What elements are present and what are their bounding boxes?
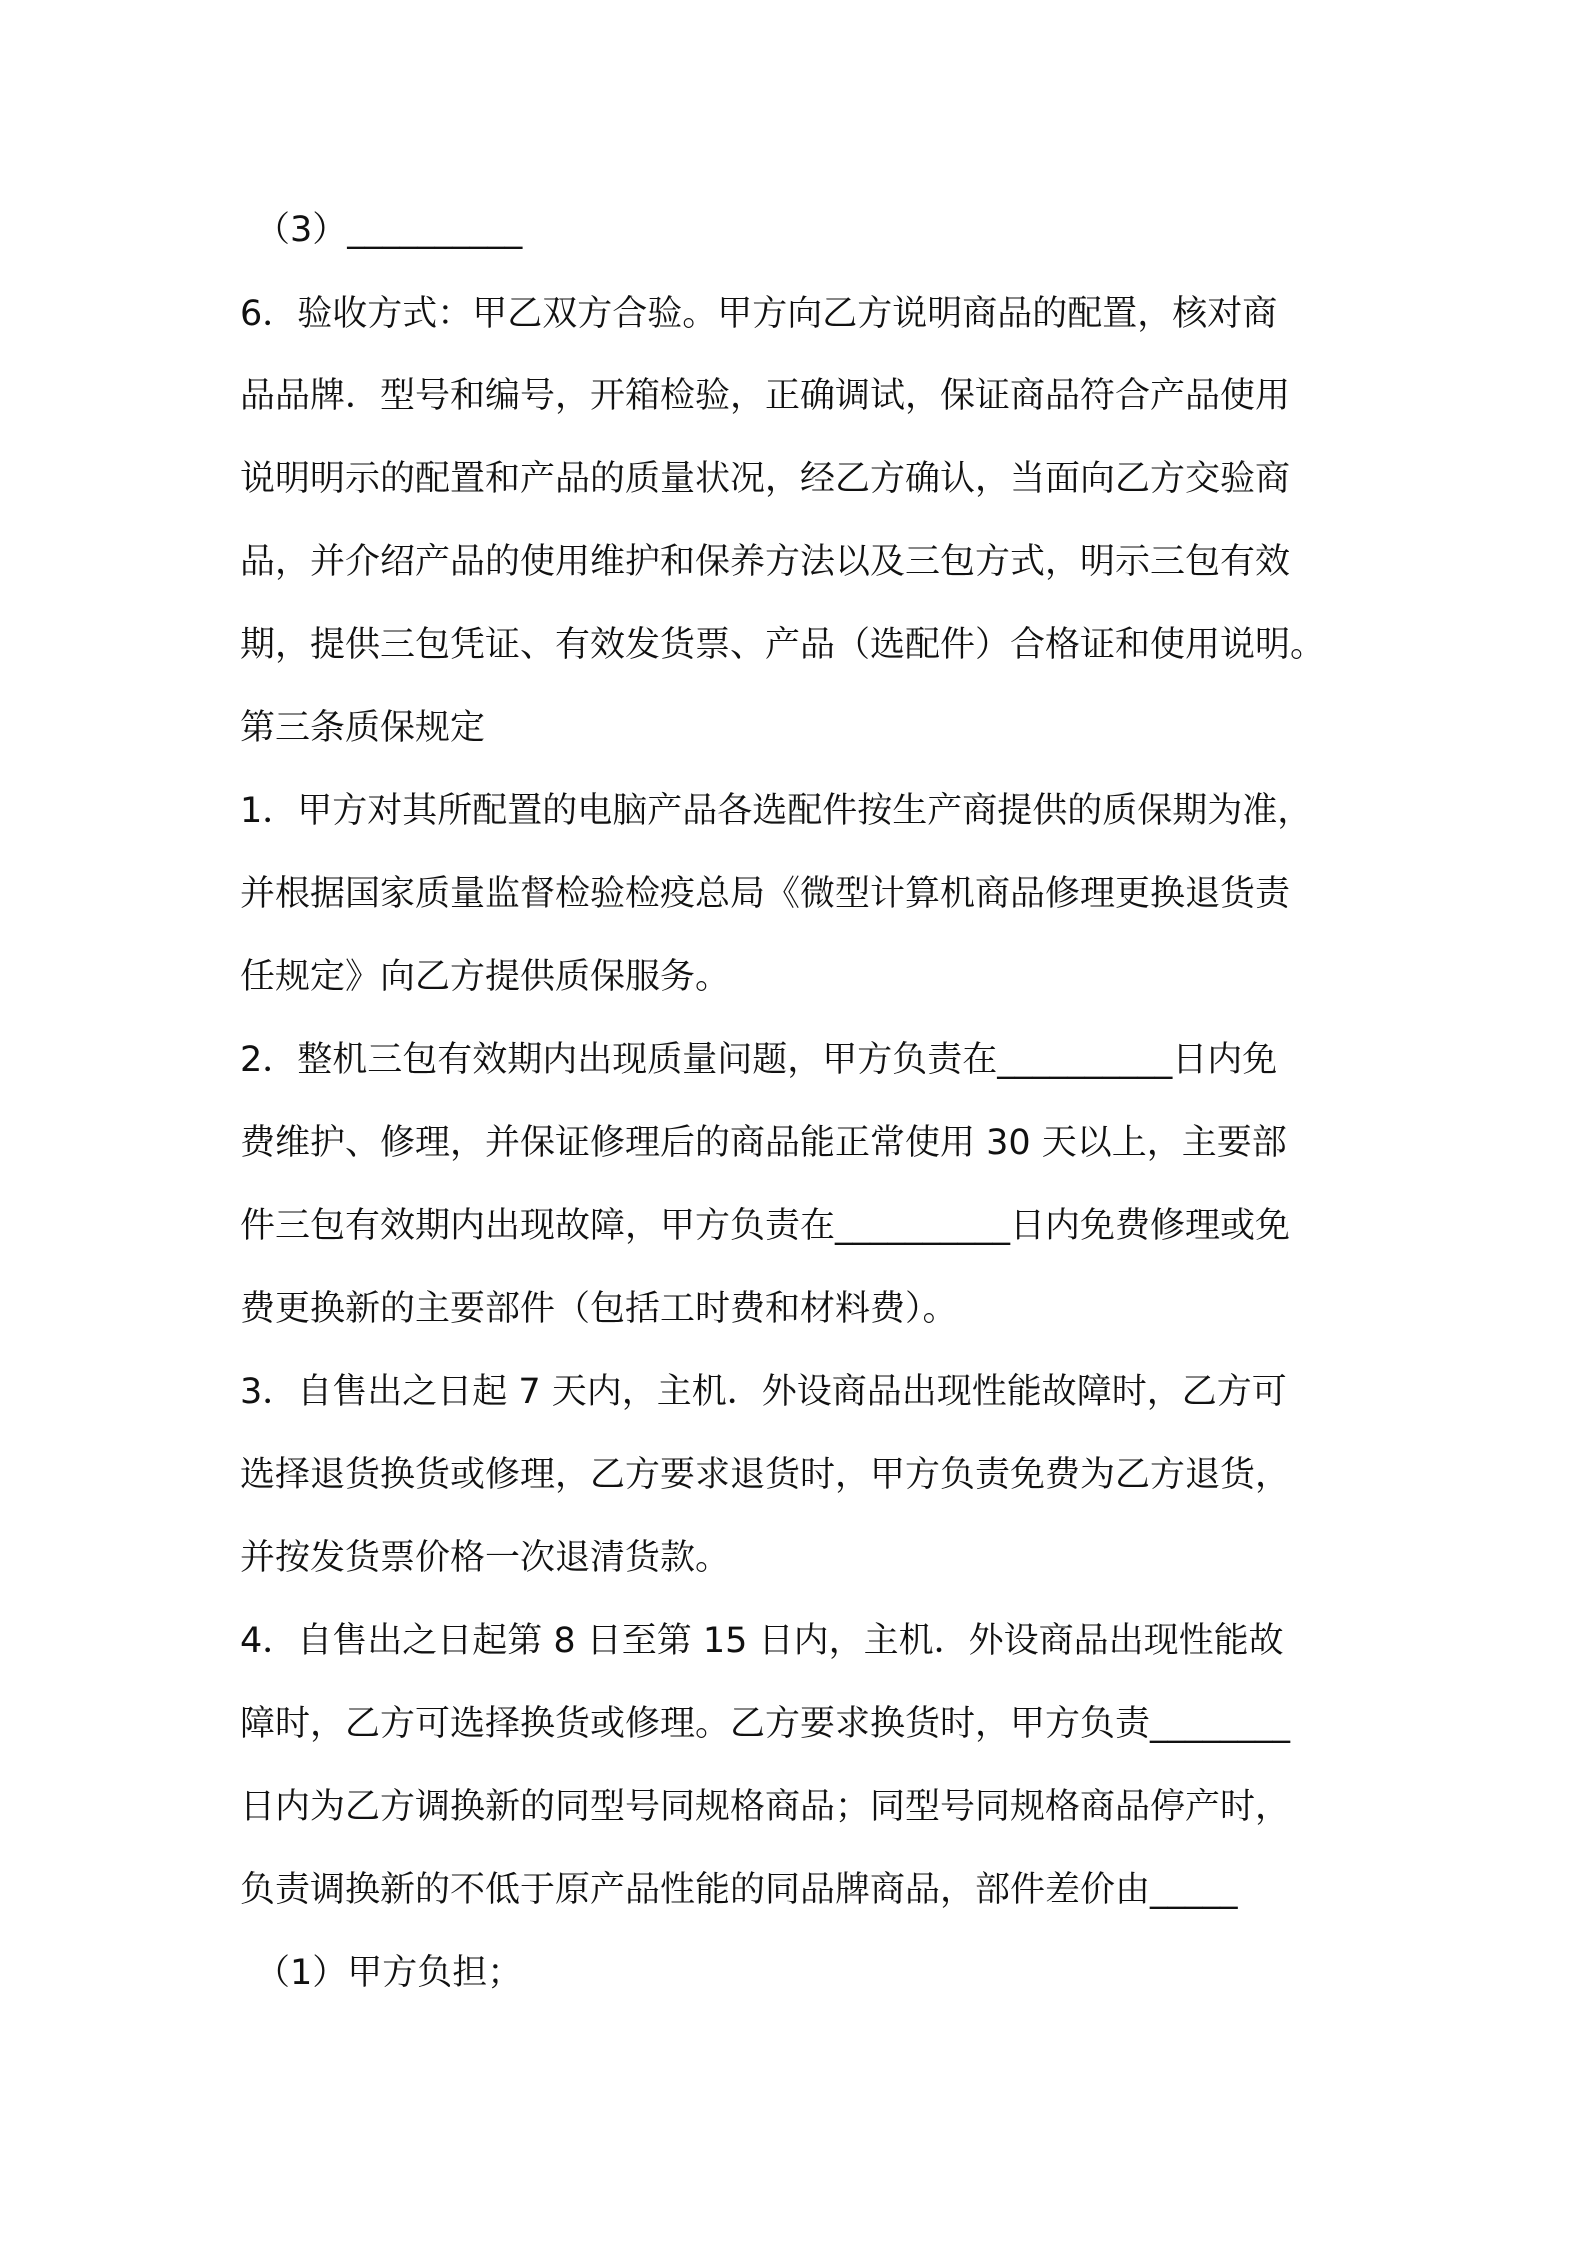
warranty-clause-2-line-2: 费维护、修理，并保证修理后的商品能正常使用 30 天以上，主要部 [240, 1123, 1287, 1163]
section-heading-warranty: 第三条质保规定 [240, 708, 486, 748]
clause-6-acceptance-line-3: 说明明示的配置和产品的质量状况，经乙方确认，当面向乙方交验商 [240, 459, 1291, 499]
warranty-clause-4-line-2: 障时，乙方可选择换货或修理。乙方要求换货时，甲方负责________ [240, 1704, 1291, 1744]
option-1-line: （1）甲方负担； [255, 1953, 523, 1993]
warranty-clause-2-line-3: 件三包有效期内出现故障，甲方负责在__________日内免费修理或免 [240, 1206, 1291, 1246]
warranty-clause-4-line-1: 4．自售出之日起第 8 日至第 15 日内，主机．外设商品出现性能故 [240, 1621, 1284, 1661]
warranty-clause-3-line-2: 选择退货换货或修理，乙方要求退货时，甲方负责免费为乙方退货， [240, 1455, 1291, 1495]
warranty-clause-2-line-4: 费更换新的主要部件（包括工时费和材料费）。 [240, 1289, 958, 1329]
warranty-clause-4-line-4: 负责调换新的不低于原产品性能的同品牌商品，部件差价由_____ [240, 1870, 1238, 1910]
warranty-clause-3-line-3: 并按发货票价格一次退清货款。 [240, 1538, 731, 1578]
warranty-clause-1-line-2: 并根据国家质量监督检验检疫总局《微型计算机商品修理更换退货责 [240, 874, 1291, 914]
clause-6-acceptance-line-5: 期，提供三包凭证、有效发货票、产品（选配件）合格证和使用说明。 [240, 625, 1326, 665]
clause-6-acceptance-line-1: 6．验收方式：甲乙双方合验。甲方向乙方说明商品的配置，核对商 [240, 294, 1278, 334]
warranty-clause-2-line-1: 2．整机三包有效期内出现质量问题，甲方负责在__________日内免 [240, 1040, 1278, 1080]
clause-6-acceptance-line-4: 品，并介绍产品的使用维护和保养方法以及三包方式，明示三包有效 [240, 542, 1291, 582]
warranty-clause-1-line-1: 1．甲方对其所配置的电脑产品各选配件按生产商提供的质保期为准， [240, 791, 1313, 831]
clause-6-acceptance-line-2: 品品牌．型号和编号，开箱检验，正确调试，保证商品符合产品使用 [240, 376, 1291, 416]
item-3-blank-line: （3）__________ [255, 210, 523, 250]
warranty-clause-4-line-3: 日内为乙方调换新的同型号同规格商品；同型号同规格商品停产时， [240, 1787, 1291, 1827]
warranty-clause-1-line-3: 任规定》向乙方提供质保服务。 [240, 957, 731, 997]
warranty-clause-3-line-1: 3．自售出之日起 7 天内，主机．外设商品出现性能故障时，乙方可 [240, 1372, 1287, 1412]
